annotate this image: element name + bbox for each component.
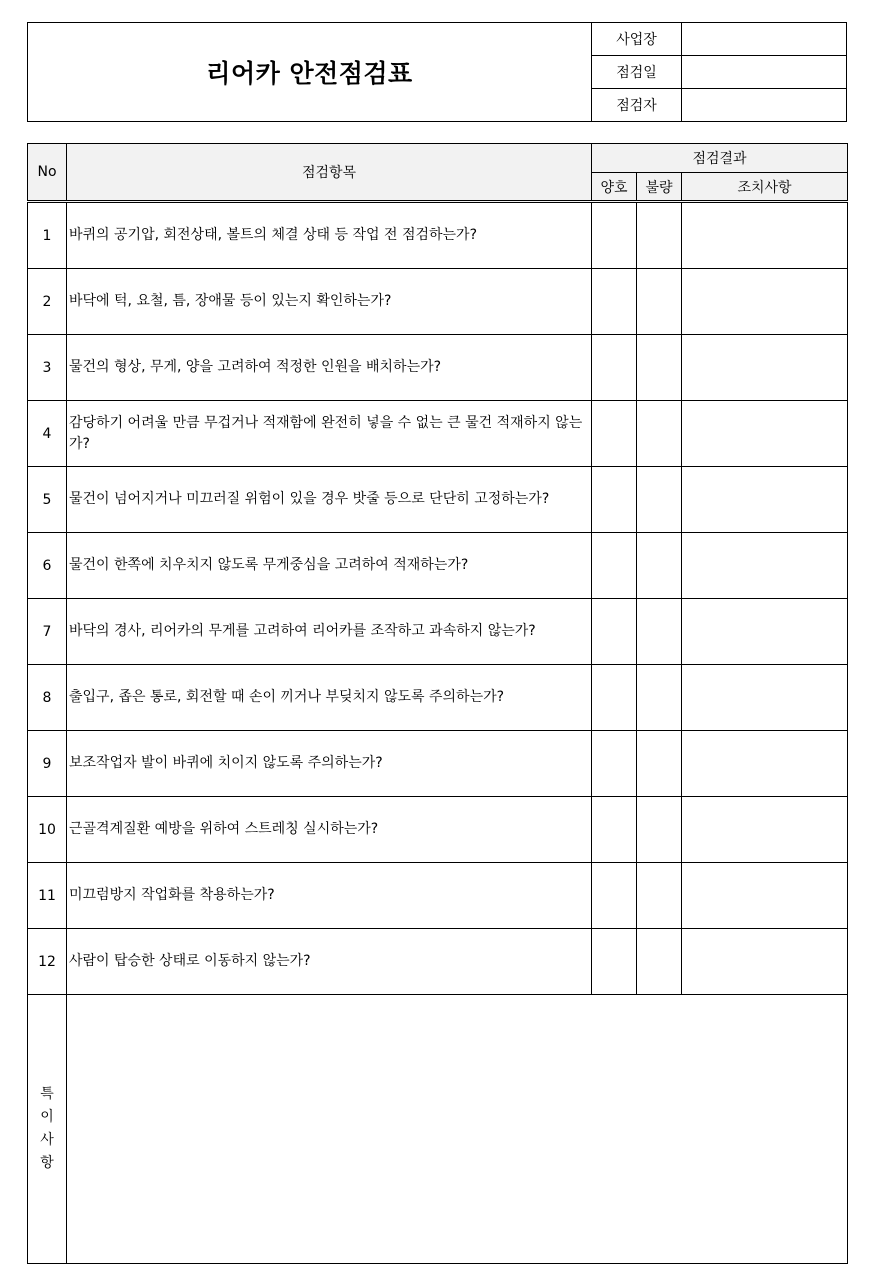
good-checkbox-cell[interactable] [592, 797, 637, 863]
check-item-text: 출입구, 좁은 통로, 회전할 때 손이 끼거나 부딪치지 않도록 주의하는가? [67, 665, 592, 731]
row-number: 5 [28, 467, 67, 533]
notes-label-char: 사 [40, 1132, 54, 1148]
action-field[interactable] [682, 533, 848, 599]
checklist-table [27, 143, 848, 1264]
notes-label-char: 특 [40, 1086, 54, 1102]
inspector-label: 점검자 [592, 89, 682, 121]
good-checkbox-cell[interactable] [592, 665, 637, 731]
action-field[interactable] [682, 731, 848, 797]
notes-label [28, 995, 67, 1264]
good-checkbox-cell[interactable] [592, 202, 637, 269]
table-row [28, 401, 848, 467]
check-item-text: 물건이 한쪽에 치우치지 않도록 무게중심을 고려하여 적재하는가? [67, 533, 592, 599]
bad-checkbox-cell[interactable] [637, 665, 682, 731]
notes-field[interactable] [67, 995, 848, 1264]
row-number: 12 [28, 929, 67, 995]
row-number: 1 [28, 202, 67, 269]
info-row-workplace [592, 23, 846, 56]
bad-checkbox-cell[interactable] [637, 335, 682, 401]
action-field[interactable] [682, 863, 848, 929]
bad-checkbox-cell[interactable] [637, 467, 682, 533]
page-title: 리어카 안전점검표 [28, 23, 592, 121]
bad-checkbox-cell[interactable] [637, 401, 682, 467]
table-row [28, 202, 848, 269]
notes-row [28, 995, 848, 1264]
action-field[interactable] [682, 467, 848, 533]
table-row [28, 269, 848, 335]
action-field[interactable] [682, 401, 848, 467]
column-header-bad: 불량 [637, 173, 682, 202]
bad-checkbox-cell[interactable] [637, 797, 682, 863]
row-number: 9 [28, 731, 67, 797]
bad-checkbox-cell[interactable] [637, 929, 682, 995]
good-checkbox-cell[interactable] [592, 467, 637, 533]
good-checkbox-cell[interactable] [592, 863, 637, 929]
inspection-date-field[interactable] [682, 56, 846, 88]
bad-checkbox-cell[interactable] [637, 731, 682, 797]
info-row-inspection-date [592, 56, 846, 89]
table-row [28, 665, 848, 731]
workplace-label: 사업장 [592, 23, 682, 55]
check-item-text: 바닥의 경사, 리어카의 무게를 고려하여 리어카를 조작하고 과속하지 않는가? [67, 599, 592, 665]
notes-label-char: 이 [40, 1109, 54, 1125]
column-header-result: 점검결과 [592, 144, 848, 173]
bad-checkbox-cell[interactable] [637, 202, 682, 269]
action-field[interactable] [682, 335, 848, 401]
table-row [28, 797, 848, 863]
good-checkbox-cell[interactable] [592, 335, 637, 401]
notes-label-char: 항 [40, 1155, 54, 1171]
action-field[interactable] [682, 665, 848, 731]
action-field[interactable] [682, 202, 848, 269]
info-row-inspector [592, 89, 846, 121]
table-row [28, 599, 848, 665]
row-number: 8 [28, 665, 67, 731]
action-field[interactable] [682, 797, 848, 863]
check-item-text: 근골격계질환 예방을 위하여 스트레칭 실시하는가? [67, 797, 592, 863]
check-item-text: 감당하기 어려울 만큼 무겁거나 적재함에 완전히 넣을 수 없는 큰 물건 적재하지 않는가? [67, 401, 592, 467]
row-number: 3 [28, 335, 67, 401]
row-number: 2 [28, 269, 67, 335]
bad-checkbox-cell[interactable] [637, 533, 682, 599]
row-number: 11 [28, 863, 67, 929]
bad-checkbox-cell[interactable] [637, 863, 682, 929]
check-item-text: 바퀴의 공기압, 회전상태, 볼트의 체결 상태 등 작업 전 점검하는가? [67, 202, 592, 269]
inspection-date-label: 점검일 [592, 56, 682, 88]
table-row [28, 467, 848, 533]
check-item-text: 사람이 탑승한 상태로 이동하지 않는가? [67, 929, 592, 995]
header-info-block [592, 23, 846, 121]
table-row [28, 335, 848, 401]
check-item-text: 물건의 형상, 무게, 양을 고려하여 적정한 인원을 배치하는가? [67, 335, 592, 401]
check-item-text: 바닥에 턱, 요철, 틈, 장애물 등이 있는지 확인하는가? [67, 269, 592, 335]
good-checkbox-cell[interactable] [592, 731, 637, 797]
row-number: 6 [28, 533, 67, 599]
good-checkbox-cell[interactable] [592, 533, 637, 599]
row-number: 7 [28, 599, 67, 665]
good-checkbox-cell[interactable] [592, 929, 637, 995]
bad-checkbox-cell[interactable] [637, 599, 682, 665]
action-field[interactable] [682, 269, 848, 335]
bad-checkbox-cell[interactable] [637, 269, 682, 335]
form-header [27, 22, 847, 122]
column-header-no: No [28, 144, 67, 202]
inspector-field[interactable] [682, 89, 846, 121]
check-item-text: 보조작업자 발이 바퀴에 치이지 않도록 주의하는가? [67, 731, 592, 797]
workplace-field[interactable] [682, 23, 846, 55]
action-field[interactable] [682, 599, 848, 665]
row-number: 4 [28, 401, 67, 467]
action-field[interactable] [682, 929, 848, 995]
good-checkbox-cell[interactable] [592, 269, 637, 335]
table-row [28, 929, 848, 995]
column-header-item: 점검항목 [67, 144, 592, 202]
good-checkbox-cell[interactable] [592, 599, 637, 665]
check-item-text: 미끄럼방지 작업화를 착용하는가? [67, 863, 592, 929]
table-row [28, 533, 848, 599]
column-header-good: 양호 [592, 173, 637, 202]
table-row [28, 863, 848, 929]
check-item-text: 물건이 넘어지거나 미끄러질 위험이 있을 경우 밧줄 등으로 단단히 고정하는가? [67, 467, 592, 533]
column-header-action: 조치사항 [682, 173, 848, 202]
table-row [28, 731, 848, 797]
row-number: 10 [28, 797, 67, 863]
good-checkbox-cell[interactable] [592, 401, 637, 467]
